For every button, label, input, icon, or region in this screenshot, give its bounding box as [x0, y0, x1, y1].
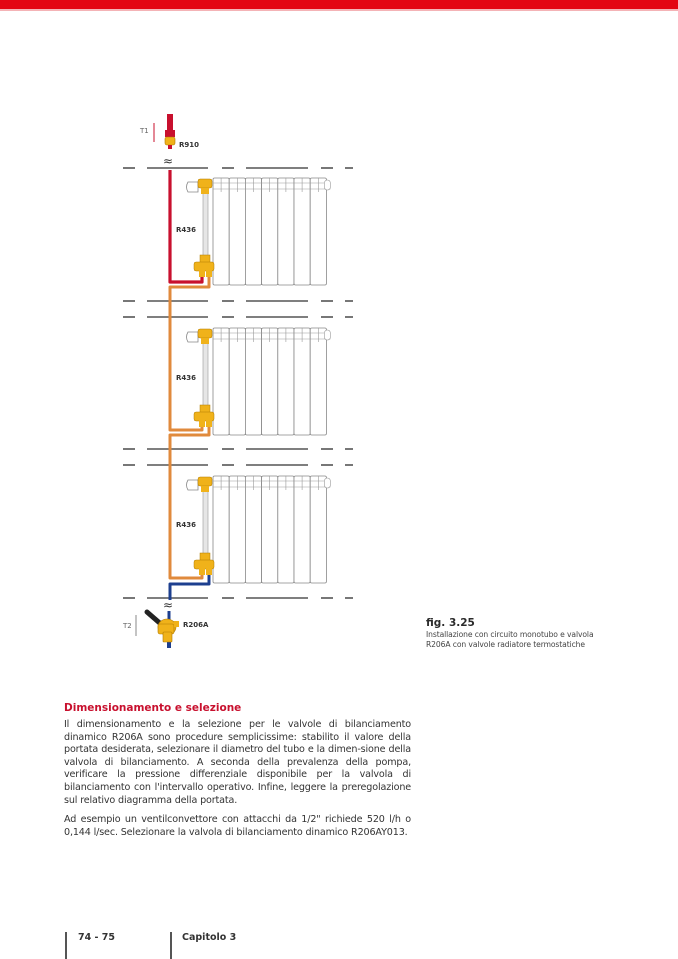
valve-body — [198, 477, 212, 486]
radiator-section — [262, 178, 278, 285]
radiator-section — [262, 476, 278, 583]
r436-valve-icon — [194, 255, 214, 277]
radiator-section — [278, 178, 294, 285]
figure-caption-line-2: R206A con valvole radiatore termostatiche — [426, 639, 585, 649]
figure-number: fig. 3.25 — [426, 617, 475, 629]
section-paragraph-2: Ad esempio un ventilconvettore con attacchi da 1/2" richiede 520 l/h o 0,144 l/sec. Selezionare la valvola di bilanciamento dinamico R206AY013. — [64, 814, 411, 838]
footer-chapter: Capitolo 3 — [182, 932, 237, 943]
r436-label-2: R436 — [176, 374, 197, 382]
valve-body — [199, 568, 205, 575]
r206a-label: R206A — [183, 621, 209, 629]
radiator-3 — [203, 476, 330, 583]
radiator-section — [278, 476, 294, 583]
r436-label-1: R436 — [176, 226, 197, 234]
t1-label: T1 — [140, 127, 149, 135]
radiator-section — [245, 178, 261, 285]
valve-body — [198, 329, 212, 338]
radiator-1 — [203, 178, 330, 285]
footer-rule-left — [65, 932, 67, 959]
r436-valve-icon — [194, 405, 214, 427]
radiator-section — [229, 328, 245, 435]
valve-body — [199, 270, 205, 277]
radiator-section — [213, 476, 229, 583]
radiator-section — [229, 178, 245, 285]
valve-body — [206, 270, 212, 277]
footer-page-numbers: 74 - 75 — [78, 932, 115, 943]
thermostatic-valve-icon — [187, 477, 213, 492]
r910-valve-icon — [165, 130, 175, 149]
valve-body — [194, 262, 214, 271]
radiator-section — [278, 328, 294, 435]
radiators — [203, 178, 330, 583]
radiator-section — [245, 476, 261, 583]
radiator-section — [213, 178, 229, 285]
radiator-end-cap — [324, 330, 330, 340]
section-paragraph-1: Il dimensionamento e la selezione per le valvole di bilanciamento dinamico R206A sono procedure semplicissime: stabilito il valore della portata desiderata, selezionare il diametro del tubo e la dimen-sione della valvola di bilanciamento. A seconda della prevalenza della pompa, verificare la pressione differenziale disponibile per la valvola di bilanciamento con l'intervallo operativo. Infine, leggere la preregolazione sul relativo diagramma della portata. — [64, 719, 411, 806]
valve-body — [201, 188, 209, 194]
radiator-section — [294, 476, 310, 583]
radiator-2 — [203, 328, 330, 435]
footer-rule-chapter — [170, 932, 172, 959]
thermostatic-head — [187, 182, 199, 192]
valve-body — [201, 486, 209, 492]
valve-body — [199, 420, 205, 427]
figure-caption — [426, 617, 646, 649]
radiator-end-cap — [324, 478, 330, 488]
t2-label: T2 — [123, 622, 132, 630]
radiator-section — [294, 328, 310, 435]
radiator-section — [310, 328, 326, 435]
valve-body — [201, 338, 209, 344]
thermostatic-head — [187, 332, 199, 342]
thermostatic-valve-icon — [187, 179, 213, 194]
thermostatic-valve-icon — [187, 329, 213, 344]
figure-caption-line-1: Installazione con circuito monotubo e valvola — [426, 630, 594, 639]
sizing-section — [64, 702, 411, 846]
r206a-valve-icon — [147, 612, 179, 648]
radiator-section — [245, 328, 261, 435]
radiator-section — [262, 328, 278, 435]
valve-body — [206, 420, 212, 427]
r910-label: R910 — [179, 141, 200, 149]
radiator-end-cap — [324, 180, 330, 190]
valve-body — [194, 560, 214, 569]
thermostatic-head — [187, 480, 199, 490]
r436-label-3: R436 — [176, 521, 197, 529]
radiator-section — [229, 476, 245, 583]
valve-body — [194, 412, 214, 421]
radiator-section — [213, 328, 229, 435]
radiator-section — [310, 178, 326, 285]
valve-body — [198, 179, 212, 188]
section-title: Dimensionamento e selezione — [64, 702, 242, 714]
pipe-break-symbol-bottom: ≈ — [163, 598, 174, 612]
radiator-section — [310, 476, 326, 583]
pipe-break-symbol-top: ≈ — [163, 154, 174, 168]
valve-body — [206, 568, 212, 575]
radiator-section — [294, 178, 310, 285]
r436-valve-icon — [194, 553, 214, 575]
